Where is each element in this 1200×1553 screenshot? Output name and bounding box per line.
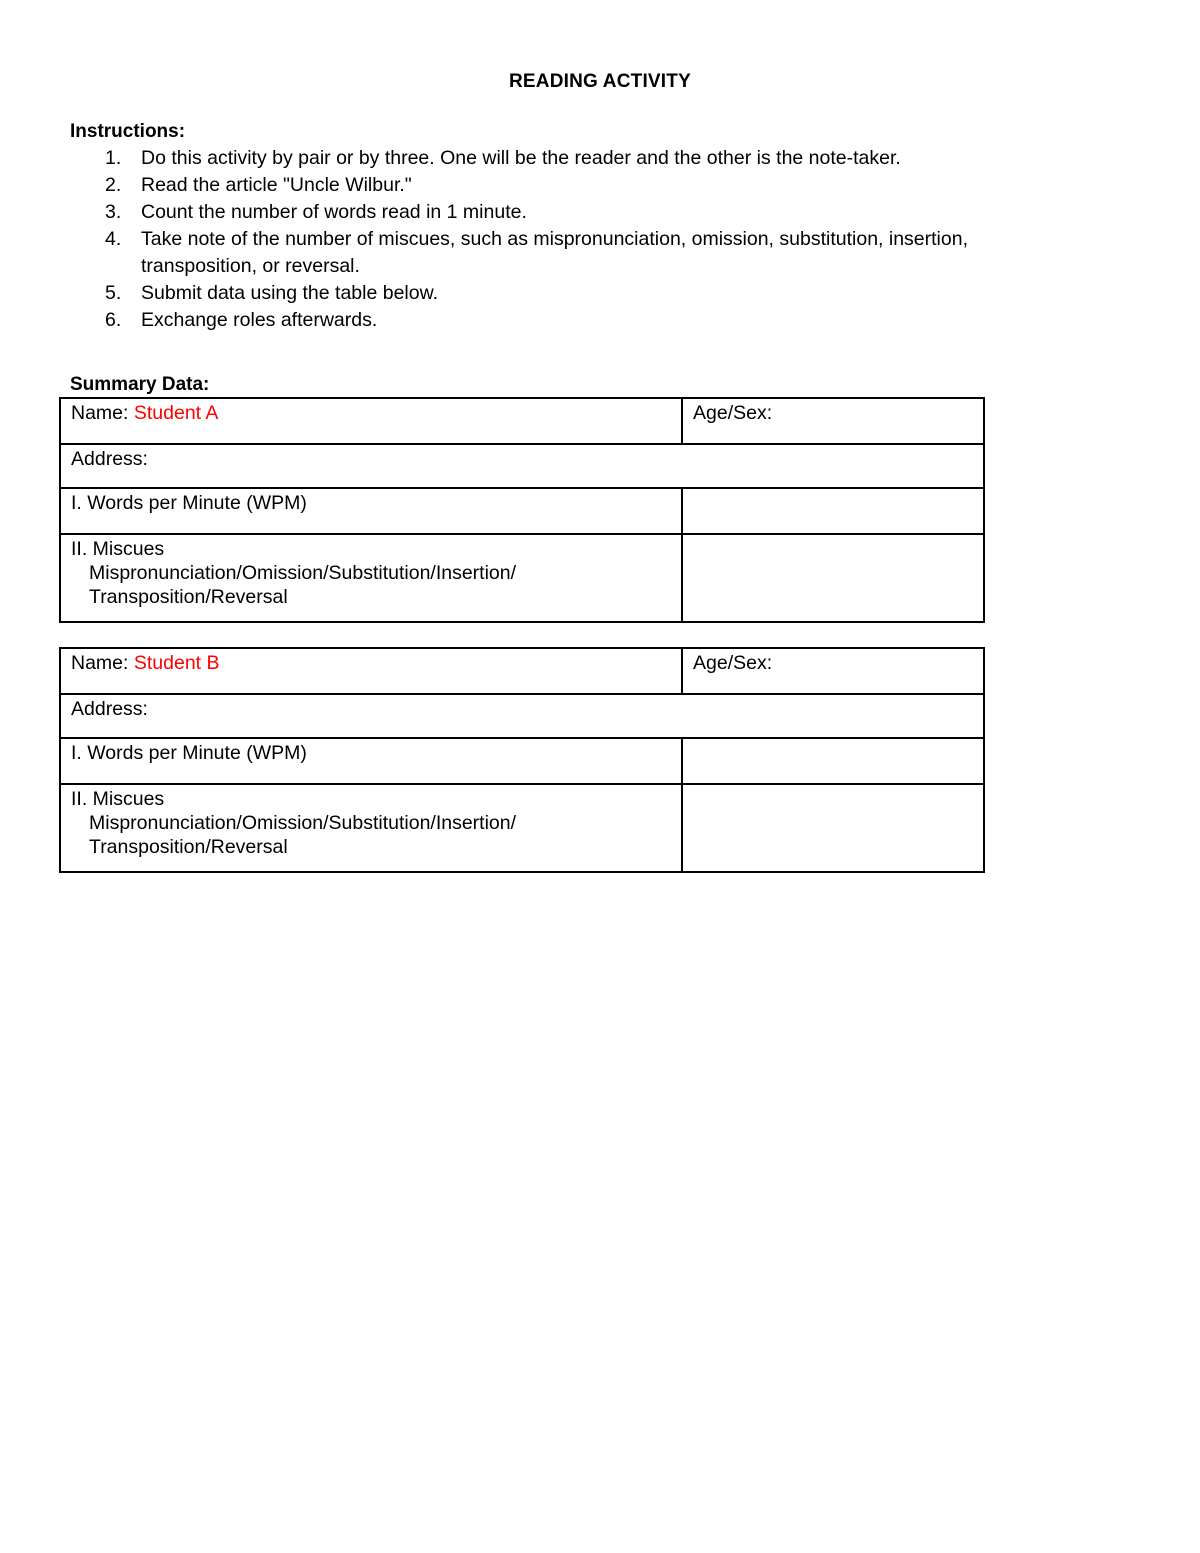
address-cell[interactable]: [60, 694, 984, 738]
miscues-value-cell[interactable]: [682, 784, 984, 872]
instructions-heading: Instructions:: [70, 121, 186, 142]
instruction-number: 4.: [105, 228, 122, 250]
table-row: [60, 488, 984, 534]
miscues-types-line: Mispronunciation/Omission/Substitution/Insertion/: [89, 812, 517, 834]
instruction-number: 2.: [105, 174, 122, 196]
instruction-item: [70, 172, 1070, 199]
miscues-types-line: Mispronunciation/Omission/Substitution/Insertion/: [89, 562, 517, 584]
miscues-types-line: Transposition/Reversal: [89, 836, 288, 858]
instruction-text: Exchange roles afterwards.: [141, 309, 378, 331]
summary-table-student-a: [59, 397, 985, 623]
table-row: [60, 738, 984, 784]
miscues-label: II. Miscues: [71, 788, 165, 810]
miscues-label-cell: [60, 784, 682, 872]
table-row: [60, 648, 984, 694]
instruction-number: 5.: [105, 282, 122, 304]
instruction-number: 1.: [105, 147, 122, 169]
instruction-item: [70, 280, 1070, 307]
miscues-label-cell: [60, 534, 682, 622]
name-label: Name:: [71, 402, 134, 424]
table-row: [60, 694, 984, 738]
name-cell[interactable]: [60, 398, 682, 444]
summary-table-student-b: [59, 647, 985, 873]
student-name: Student A: [133, 402, 219, 424]
address-label: Address:: [71, 698, 148, 720]
instruction-item: [70, 145, 1070, 172]
wpm-label: I. Words per Minute (WPM): [71, 492, 307, 514]
page-title: READING ACTIVITY: [509, 71, 691, 92]
instruction-text: Count the number of words read in 1 minute.: [141, 201, 527, 223]
address-cell[interactable]: [60, 444, 984, 488]
age-sex-cell[interactable]: [682, 648, 984, 694]
wpm-label-cell: [60, 738, 682, 784]
wpm-value-cell[interactable]: [682, 488, 984, 534]
wpm-label: I. Words per Minute (WPM): [71, 742, 307, 764]
instruction-number: 3.: [105, 201, 122, 223]
miscues-value-cell[interactable]: [682, 534, 984, 622]
student-name: Student B: [133, 652, 220, 674]
miscues-label: II. Miscues: [71, 538, 165, 560]
age-sex-cell[interactable]: [682, 398, 984, 444]
instruction-item: [70, 307, 1070, 334]
table-row: [60, 444, 984, 488]
wpm-value-cell[interactable]: [682, 738, 984, 784]
wpm-label-cell: [60, 488, 682, 534]
address-label: Address:: [71, 448, 148, 470]
summary-heading: Summary Data:: [70, 374, 210, 395]
instruction-number: 6.: [105, 309, 122, 331]
instruction-item: [70, 226, 1070, 280]
name-label: Name:: [71, 652, 134, 674]
instruction-text: Submit data using the table below.: [141, 282, 439, 304]
name-cell[interactable]: [60, 648, 682, 694]
instruction-item: [70, 199, 1070, 226]
instruction-text: Do this activity by pair or by three. One will be the reader and the other is the note-taker.: [141, 147, 901, 169]
age-sex-label: Age/Sex:: [693, 402, 773, 424]
table-row: [60, 784, 984, 872]
instruction-list: [70, 145, 1070, 334]
table-row: [60, 398, 984, 444]
miscues-types-line: Transposition/Reversal: [89, 586, 288, 608]
instruction-text: Read the article "Uncle Wilbur.": [141, 174, 412, 196]
instruction-text: Take note of the number of miscues, such as mispronunciation, omission, substitution, insertion, transposition, or reversal.: [141, 228, 968, 277]
table-row: [60, 534, 984, 622]
age-sex-label: Age/Sex:: [693, 652, 773, 674]
